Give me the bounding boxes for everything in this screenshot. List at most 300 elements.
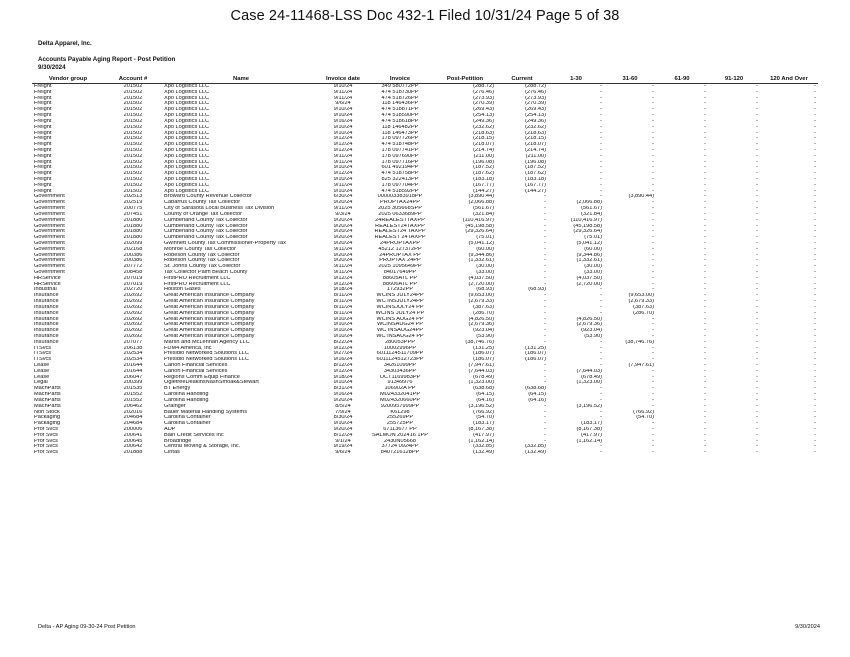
cell-91-120: -: [756, 392, 758, 398]
cell-120-and-over: -: [814, 403, 816, 409]
cell-91-120: -: [756, 333, 758, 339]
cell-61-90: -: [704, 270, 706, 275]
cell-vendor-group: Insurance: [34, 328, 59, 334]
cell-91-120: -: [756, 89, 758, 95]
cell-vendor-group: Government: [34, 206, 65, 212]
cell-name: Great American Insurance Company: [164, 293, 255, 299]
col-header-61-90: 61-90: [656, 75, 708, 84]
cell-120-and-over: -: [814, 118, 816, 124]
cell-current: (211.00): [525, 153, 546, 159]
cell-31-60: -: [652, 206, 654, 212]
cell-name: Cintas: [164, 450, 180, 456]
cell-1-30: -: [600, 293, 602, 299]
cell-invoice: 118 146473PP: [381, 130, 419, 136]
cell-vendor-group: Freight: [34, 188, 52, 194]
cell-name: Tax Collector Palm Beach County: [164, 270, 248, 275]
cell-1-30: -: [600, 159, 602, 165]
col-header-91-120: 91-120: [708, 75, 760, 84]
cell-current: -: [544, 252, 546, 258]
cell-91-120: -: [756, 397, 758, 403]
cell-91-120: -: [756, 450, 758, 456]
cell-91-120: -: [756, 235, 758, 241]
cell-31-60: (9,653.00): [628, 293, 654, 299]
cell-invoice: M024320660PP: [379, 397, 421, 403]
cell-31-60: -: [652, 397, 654, 403]
cell-post-petition: (288.72): [473, 83, 494, 89]
table-row: [32, 450, 818, 456]
cell-current: -: [544, 246, 546, 252]
cell-invoice: 84017649PP: [383, 270, 417, 275]
cell-1-30: -: [600, 392, 602, 398]
cell-account: 202692: [123, 299, 143, 305]
cell-vendor-group: Government: [34, 235, 65, 241]
cell-invoice-date: 9/12/24: [333, 142, 353, 148]
cell-current: (218.63): [525, 130, 546, 136]
cell-31-60: -: [652, 229, 654, 235]
cell-1-30: -: [600, 450, 602, 456]
cell-invoice: WC INSJULY24PP: [376, 299, 424, 305]
cell-91-120: -: [756, 310, 758, 316]
cell-invoice-date: 7/9/24: [335, 409, 351, 415]
cell-120-and-over: -: [814, 438, 816, 444]
cell-account: 201502: [123, 118, 143, 124]
cell-current: (638.68): [525, 386, 546, 392]
cell-invoice-date: 8/11/24: [333, 310, 353, 316]
cell-account: 201502: [123, 113, 143, 119]
cell-120-and-over: -: [814, 316, 816, 322]
cell-120-and-over: -: [814, 240, 816, 246]
report-date: 9/30/2024: [38, 64, 66, 71]
cell-61-90: -: [704, 246, 706, 252]
cell-name: Central Moving & Storage, Inc.: [164, 444, 241, 450]
cell-post-petition: (75.01): [476, 235, 494, 241]
cell-post-petition: (187.52): [473, 165, 494, 171]
col-header-invoice-date: Invoice date: [320, 75, 366, 84]
cell-120-and-over: -: [814, 153, 816, 159]
cell-31-60: -: [652, 444, 654, 450]
cell-1-30: -: [600, 95, 602, 101]
cell-1-30: -: [600, 89, 602, 95]
cell-invoice: M024332041PP: [379, 392, 421, 398]
cell-1-30: (33.00): [584, 270, 602, 275]
cell-61-90: -: [704, 206, 706, 212]
cell-120-and-over: -: [814, 124, 816, 130]
cell-post-petition: (214.74): [473, 147, 494, 153]
cell-current: (332.85): [525, 444, 546, 450]
cell-31-60: -: [652, 124, 654, 130]
cell-91-120: -: [756, 374, 758, 380]
cell-name: Carolina Container: [164, 415, 211, 421]
cell-61-90: -: [704, 95, 706, 101]
cell-1-30: -: [600, 409, 602, 415]
cell-91-120: -: [756, 316, 758, 322]
cell-invoice-date: 9/18/24: [333, 287, 353, 293]
cell-invoice-date: 8/30/24: [333, 415, 353, 421]
cell-account: 207451: [123, 211, 143, 217]
cell-120-and-over: -: [814, 275, 816, 281]
cell-account: 207077: [123, 339, 143, 345]
cell-1-30: -: [600, 107, 602, 113]
cell-31-60: -: [652, 270, 654, 275]
cell-91-120: -: [756, 275, 758, 281]
cell-post-petition: (5,041.12): [468, 240, 494, 246]
cell-61-90: -: [704, 264, 706, 270]
cell-invoice-date: 9/19/24: [333, 444, 353, 450]
cell-current: (187.52): [525, 165, 546, 171]
cell-invoice: 349 580772PP: [381, 83, 419, 89]
cell-invoice-date: 9/16/24: [333, 392, 353, 398]
cell-31-60: (54.70): [636, 415, 654, 421]
cell-post-petition: (64.16): [476, 397, 494, 403]
cell-1-30: (29,326.64): [573, 229, 602, 235]
cell-account: 200641: [123, 432, 143, 438]
cell-1-30: -: [600, 194, 602, 200]
cell-120-and-over: -: [814, 89, 816, 95]
cell-invoice: 474 518730PP: [381, 89, 419, 95]
cell-invoice-date: 9/12/24: [333, 345, 353, 351]
cell-vendor-group: Government: [34, 229, 65, 235]
cell-invoice: WC INSAUG24PP: [376, 328, 423, 334]
cell-post-petition: (196.08): [473, 159, 494, 165]
cell-name: Carolina Handling: [164, 392, 209, 398]
cell-current: -: [544, 368, 546, 374]
cell-invoice-date: 9/20/24: [333, 397, 353, 403]
cell-vendor-group: MachParts: [34, 397, 61, 403]
cell-account: 202519: [123, 200, 143, 206]
cell-61-90: -: [704, 83, 706, 89]
cell-invoice-date: 9/10/24: [333, 322, 353, 328]
cell-post-petition: (9,344.86): [468, 252, 494, 258]
cell-invoice-date: 9/20/24: [333, 229, 353, 235]
cell-invoice: 2025 1095649PP: [378, 264, 422, 270]
cell-account: 202099: [123, 240, 143, 246]
cell-account: 202692: [123, 304, 143, 310]
cell-invoice-date: 8/12/24: [333, 363, 353, 368]
cell-invoice-date: 9/10/24: [333, 380, 353, 386]
cell-invoice-date: 9/10/24: [333, 316, 353, 322]
cell-name: Great American Insurance Company: [164, 328, 255, 334]
cell-61-90: -: [704, 363, 706, 368]
cell-current: -: [544, 380, 546, 386]
cell-120-and-over: -: [814, 357, 816, 363]
cell-current: (288.72): [525, 83, 546, 89]
cell-120-and-over: -: [814, 426, 816, 432]
cell-invoice-date: 9/11/24: [333, 159, 353, 165]
cell-61-90: -: [704, 136, 706, 142]
cell-name: Xpo Logistics LLC: [164, 107, 210, 113]
cell-1-30: -: [600, 345, 602, 351]
cell-120-and-over: -: [814, 374, 816, 380]
cell-current: -: [544, 363, 546, 368]
cell-invoice-date: 9/11/24: [333, 89, 353, 95]
cell-1-30: -: [600, 386, 602, 392]
cell-31-60: (3,890.44): [628, 194, 654, 200]
cell-name: Xpo Logistics LLC: [164, 153, 210, 159]
cell-post-petition: (276.46): [473, 89, 494, 95]
cell-1-30: -: [600, 351, 602, 357]
cell-61-90: -: [704, 339, 706, 345]
cell-31-60: -: [652, 264, 654, 270]
cell-61-90: -: [704, 159, 706, 165]
cell-post-petition: (167.77): [473, 182, 494, 188]
cell-invoice-date: 9/11/24: [333, 95, 353, 101]
cell-61-90: -: [704, 444, 706, 450]
cell-120-and-over: -: [814, 223, 816, 229]
cell-120-and-over: -: [814, 281, 816, 287]
cell-post-petition: (183.18): [473, 177, 494, 182]
cell-1-30: (561.67): [581, 206, 602, 212]
cell-91-120: -: [756, 136, 758, 142]
cell-invoice: 2430N05668: [383, 438, 417, 444]
cell-1-30: (183.17): [581, 421, 602, 427]
cell-invoice-date: 9/12/24: [333, 368, 353, 374]
cell-current: (269.43): [525, 107, 546, 113]
cell-invoice: 34303436PP: [383, 368, 417, 374]
cell-91-120: -: [756, 270, 758, 275]
cell-vendor-group: Insurance: [34, 310, 59, 316]
cell-invoice-date: 9/20/24: [333, 235, 353, 241]
cell-name: Robeson County Tax Collector: [164, 258, 240, 264]
cell-post-petition: (38,746.76): [465, 339, 494, 345]
cell-invoice-date: 8/12/24: [333, 432, 353, 438]
cell-invoice: SALMON 202416 1PP: [372, 432, 428, 438]
cell-invoice: 67113677 PP: [383, 426, 417, 432]
cell-invoice: REALEST 24TAXPP: [374, 235, 426, 241]
cell-name: Xpo Logistics LLC: [164, 159, 210, 165]
cell-1-30: (2,066.88): [576, 200, 602, 206]
cell-invoice: K61298: [390, 409, 410, 415]
cell-current: -: [544, 438, 546, 444]
cell-91-120: -: [756, 403, 758, 409]
cell-invoice-date: 9/10/24: [333, 113, 353, 119]
cell-account: 200386: [123, 258, 143, 264]
cell-31-60: -: [652, 101, 654, 107]
cell-1-30: -: [600, 357, 602, 363]
cell-91-120: -: [756, 351, 758, 357]
cell-120-and-over: -: [814, 113, 816, 119]
cell-120-and-over: -: [814, 177, 816, 182]
cell-account: 201880: [123, 229, 143, 235]
cell-61-90: -: [704, 124, 706, 130]
cell-account: 202534: [123, 351, 143, 357]
cell-post-petition: (286.70): [473, 310, 494, 316]
cell-1-30: (2,679.36): [576, 322, 602, 328]
cell-120-and-over: -: [814, 287, 816, 293]
cell-invoice-date: 9/12/24: [333, 275, 353, 281]
cell-post-petition: (254.13): [473, 113, 494, 119]
cell-61-90: -: [704, 113, 706, 119]
cell-1-30: -: [600, 153, 602, 159]
cell-1-30: -: [600, 299, 602, 305]
cell-91-120: -: [756, 363, 758, 368]
cell-vendor-group: Government: [34, 200, 65, 206]
cell-invoice-date: 9/12/24: [333, 281, 353, 287]
cell-account: 208458: [123, 270, 143, 275]
cell-post-petition: (110,416.97): [462, 217, 494, 223]
cell-vendor-group: MachParts: [34, 392, 61, 398]
cell-91-120: -: [756, 153, 758, 159]
cell-1-30: -: [600, 397, 602, 403]
cell-61-90: -: [704, 415, 706, 421]
cell-vendor-group: Industrial: [34, 287, 57, 293]
cell-31-60: -: [652, 345, 654, 351]
cell-91-120: -: [756, 171, 758, 177]
cell-post-petition: (131.25): [473, 345, 494, 351]
cell-current: -: [544, 421, 546, 427]
cell-31-60: -: [652, 136, 654, 142]
cell-account: 201880: [123, 217, 143, 223]
cell-1-30: (4,037.50): [576, 275, 602, 281]
cell-120-and-over: -: [814, 328, 816, 334]
cell-61-90: -: [704, 165, 706, 171]
cell-vendor-group: Freight: [34, 101, 52, 107]
cell-invoice: 37724 0924PP: [381, 444, 419, 450]
cell-post-petition: (321.84): [473, 211, 494, 217]
cell-61-90: -: [704, 397, 706, 403]
cell-vendor-group: Prof Svcs: [34, 426, 58, 432]
cell-120-and-over: -: [814, 397, 816, 403]
cell-91-120: -: [756, 206, 758, 212]
cell-91-120: -: [756, 339, 758, 345]
cell-31-60: -: [652, 368, 654, 374]
cell-120-and-over: -: [814, 270, 816, 275]
cell-61-90: -: [704, 211, 706, 217]
cell-91-120: -: [756, 124, 758, 130]
cell-31-60: -: [652, 130, 654, 136]
cell-post-petition: (64.15): [476, 392, 494, 398]
cell-120-and-over: -: [814, 159, 816, 165]
cell-91-120: -: [756, 304, 758, 310]
cell-invoice: 178 097716PP: [381, 159, 419, 165]
cell-91-120: -: [756, 299, 758, 305]
cell-vendor-group: Lease: [34, 368, 50, 374]
cell-31-60: -: [652, 432, 654, 438]
cell-31-60: -: [652, 165, 654, 171]
cell-invoice: 825 322413PP: [381, 177, 419, 182]
cell-1-30: (4,826.50): [576, 316, 602, 322]
cell-vendor-group: Freight: [34, 159, 52, 165]
cell-account: 202692: [123, 328, 143, 334]
cell-current: -: [544, 206, 546, 212]
cell-61-90: -: [704, 368, 706, 374]
cell-invoice: WCINS JULY24PP: [376, 293, 424, 299]
cell-91-120: -: [756, 438, 758, 444]
cell-post-petition: (187.62): [473, 171, 494, 177]
cell-vendor-group: Freight: [34, 118, 52, 124]
cell-name: Robeson County Tax Collector: [164, 252, 240, 258]
cell-invoice: 91349976: [387, 380, 413, 386]
cell-account: 200645: [123, 438, 143, 444]
cell-current: (132.49): [525, 450, 546, 456]
cell-account: 201502: [123, 165, 143, 171]
cell-61-90: -: [704, 392, 706, 398]
cell-name: Carolina Handling: [164, 397, 209, 403]
cell-91-120: -: [756, 229, 758, 235]
cell-current: (249.36): [525, 118, 546, 124]
cell-31-60: -: [652, 374, 654, 380]
cell-post-petition: (923.04): [473, 328, 494, 334]
cell-name: Xpo Logistics LLC: [164, 101, 210, 107]
cell-invoice: 88606ATL PP: [382, 281, 418, 287]
cell-account: 200775: [123, 206, 143, 212]
cell-account: 207019: [123, 281, 143, 287]
cell-current: (276.46): [525, 89, 546, 95]
cell-61-90: -: [704, 403, 706, 409]
cell-invoice-date: 9/12/24: [333, 171, 353, 177]
cell-61-90: -: [704, 153, 706, 159]
cell-account: 202168: [123, 246, 143, 252]
cell-1-30: -: [600, 113, 602, 119]
cell-91-120: -: [756, 246, 758, 252]
cell-vendor-group: Prof Svcs: [34, 432, 58, 438]
cell-post-petition: (54.70): [476, 415, 494, 421]
cell-vendor-group: Packaging: [34, 415, 61, 421]
cell-post-petition: (2,679.33): [468, 299, 494, 305]
cell-91-120: -: [756, 194, 758, 200]
cell-account: 201502: [123, 159, 143, 165]
cell-name: Holston Gases: [164, 287, 201, 293]
cell-61-90: -: [704, 107, 706, 113]
cell-account: 207019: [123, 275, 143, 281]
cell-account: 200386: [123, 252, 143, 258]
cell-61-90: -: [704, 177, 706, 182]
cell-61-90: -: [704, 351, 706, 357]
cell-account: 201502: [123, 107, 143, 113]
cell-vendor-group: Freight: [34, 130, 52, 136]
cell-61-90: -: [704, 252, 706, 258]
cell-91-120: -: [756, 345, 758, 351]
cell-post-petition: (68.93): [476, 287, 494, 293]
cell-name: Xpo Logistics LLC: [164, 113, 210, 119]
cell-account: 201535: [123, 386, 143, 392]
cell-invoice: 2025 305668SPP: [378, 206, 422, 212]
cell-1-30: -: [600, 165, 602, 171]
cell-name: Monroe County Tax Collector: [164, 246, 237, 252]
cell-account: 201880: [123, 223, 143, 229]
cell-120-and-over: -: [814, 380, 816, 386]
cell-invoice-date: 8/11/24: [333, 304, 353, 310]
cell-invoice: 178 097726PP: [381, 136, 419, 142]
cell-vendor-group: MachParts: [34, 403, 61, 409]
cell-vendor-group: Prof Svcs: [34, 450, 58, 456]
cell-account: 201502: [123, 136, 143, 142]
cell-61-90: -: [704, 182, 706, 188]
cell-1-30: (110,416.97): [570, 217, 602, 223]
cell-account: 200642: [123, 444, 143, 450]
cell-post-petition: (211.00): [473, 153, 494, 159]
cell-1-30: (60.00): [584, 246, 602, 252]
cell-name: Great American Insurance Company: [164, 322, 255, 328]
cell-invoice: WCINS AUG24 PP: [376, 316, 424, 322]
cell-invoice-date: 8/11/24: [333, 299, 353, 305]
cell-vendor-group: Insurance: [34, 333, 59, 339]
cell-61-90: -: [704, 374, 706, 380]
cell-name: Xpo Logistics LLC: [164, 118, 210, 124]
cell-61-90: -: [704, 450, 706, 456]
cell-61-90: -: [704, 287, 706, 293]
cell-vendor-group: Non Stock: [34, 409, 60, 415]
col-header-current: Current: [496, 75, 548, 84]
cell-current: -: [544, 281, 546, 287]
cell-vendor-group: Prof Svcs: [34, 438, 58, 444]
cell-account: 206138: [123, 345, 143, 351]
cell-61-90: -: [704, 386, 706, 392]
cell-account: 206047: [123, 374, 143, 380]
cell-current: -: [544, 293, 546, 299]
cell-120-and-over: -: [814, 258, 816, 264]
cell-vendor-group: Freight: [34, 171, 52, 177]
cell-1-30: -: [600, 310, 602, 316]
